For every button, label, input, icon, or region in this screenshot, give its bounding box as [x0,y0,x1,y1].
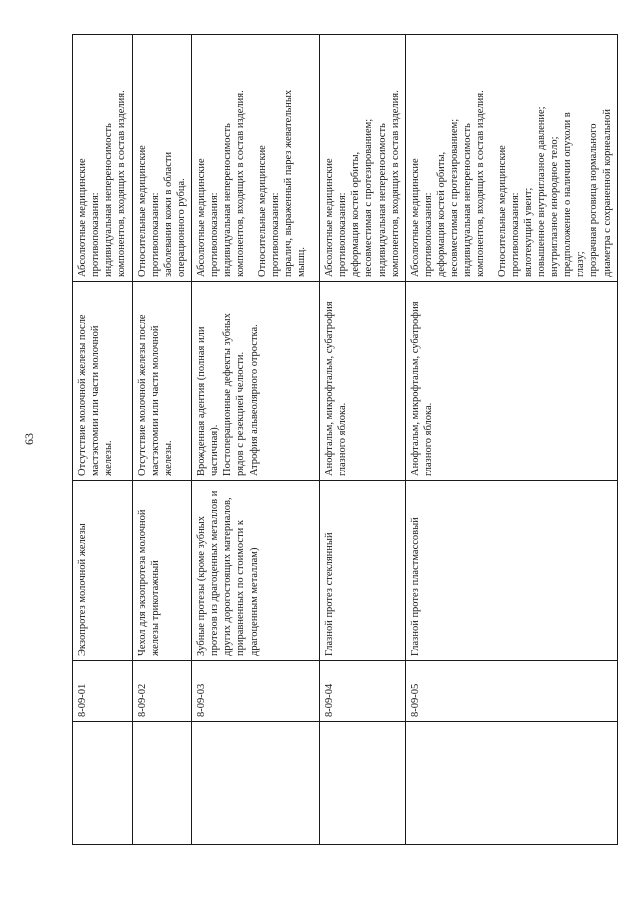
text-line: компонентов, входящих в состав изделия. [116,90,128,277]
row-code: 8-09-05 [405,661,617,722]
text-line: паралич, выраженный парез жевательных [282,89,294,277]
text-line: Анофтальм, микрофтальм, субатрофия [409,301,421,476]
text-line: прозрачная роговица нормального [588,123,600,277]
text-line: вялотекущий увеит; [522,187,534,277]
page-number: 63 [22,433,36,445]
text-line: индивидуальная непереносимость [376,123,388,277]
text-line: несовместимая с протезированием; [363,118,375,277]
text-line: деформация костей орбиты, [350,151,362,277]
product-name: Глазной протез стеклянный [320,481,406,661]
text-line: индивидуальная непереносимость [103,123,115,277]
text-line: компонентов, входящих в состав изделия. [389,90,401,277]
text-line: противопоказания: [269,192,281,277]
contraindications-cell [132,35,192,282]
row-code: 8-09-04 [320,661,406,722]
text-line: Врожденная адентия (полная или [196,326,207,476]
paragraph [496,39,614,277]
text-line: Анофтальм, микрофтальм, субатрофия [324,301,335,476]
text-line: Отсутствие молочной железы после [77,314,88,476]
indications-cell [405,282,617,481]
empty-cell [320,722,406,845]
contraindications-cell [192,35,320,282]
text-line: противопоказания: [422,192,434,277]
text-line: компонентов, входящих в состав изделия. [235,90,247,277]
text-line: противопоказания: [509,192,521,277]
table-row [192,35,320,845]
empty-cell [405,722,617,845]
text-line: повышенное внутриглазное давление; [535,106,547,277]
text-line: заболевания кожи в области [162,151,174,277]
text-line: мастэктомии или части молочной [149,325,161,476]
paragraph [409,39,488,277]
indications-cell [320,282,406,481]
row-code: 8-09-02 [132,661,192,722]
text-line: глазного яблока. [422,402,434,476]
product-name: Экзопротез молочной железы [73,481,133,661]
table-row [132,35,192,845]
product-name: Глазной протез пластмассовый [405,481,617,661]
indications-cell [192,282,320,481]
text-line: Относительные медицинские [496,145,508,277]
text-line: индивидуальная непереносимость [222,123,234,277]
row-code: 8-09-03 [192,661,320,722]
text-line: рядов с резекцией челюсти. [235,351,247,476]
text-line: глазу; [575,251,587,277]
paragraph [256,39,309,277]
product-name: Чехол для экзопротеза молочной железы трикотажный [132,481,192,661]
text-line: противопоказания: [337,192,349,277]
paragraph [323,39,402,277]
indications-cell [73,282,133,481]
text-line: внутриглазное инородное тело; [549,136,560,277]
table-row [73,35,133,845]
text-line: мышц. [295,246,307,277]
text-line: мастэктомии или части молочной [90,325,102,476]
text-line: противопоказания: [90,192,102,277]
paragraph [195,286,261,476]
product-name: Зубные протезы (кроме зубных протезов из драгоценных металлов и других дорогостоящих материалов, приравненных по стоимости к драгоценным металлам) [192,481,320,661]
contraindications-cell [405,35,617,282]
text-line: частичная). [209,424,221,476]
paragraph [136,286,175,476]
paragraph [76,286,115,476]
text-line: деформация костей орбиты, [436,151,447,277]
paragraph [409,286,435,476]
text-line: предположение о наличии опухоли в [562,112,574,277]
paragraph [136,39,189,277]
paragraph [76,39,129,277]
text-line: противопоказания: [149,192,161,277]
text-line: операционного рубца. [175,178,187,277]
text-line: Абсолютные медицинские [77,158,88,277]
text-line: Атрофия альвеолярного отростка. [248,324,260,476]
text-line: индивидуальная непереносимость [462,123,474,277]
text-line: Постоперационные дефекты зубных [222,313,234,476]
text-line: Относительные медицинские [256,145,268,277]
text-line: компонентов, входящих в состав изделия. [475,90,487,277]
text-line: Относительные медицинские [136,145,148,277]
empty-cell [73,722,133,845]
table-row [405,35,617,845]
text-line: Абсолютные медицинские [324,158,335,277]
text-line: Отсутствие молочной железы после [136,314,148,476]
paragraph [195,39,248,277]
row-code: 8-09-01 [73,661,133,722]
text-line: несовместимая с протезированием; [449,118,461,277]
contraindications-table [72,35,613,845]
contraindications-cell [320,35,406,282]
text-line: железы. [162,440,174,476]
table-row [320,35,406,845]
text-line: Абсолютные медицинские [409,158,421,277]
empty-cell [192,722,320,845]
text-line: диаметра с сохраненной корнеальной [601,108,613,277]
text-line: противопоказания: [209,192,221,277]
paragraph [323,286,349,476]
empty-cell [132,722,192,845]
contraindications-cell [73,35,133,282]
text-line: Абсолютные медицинские [196,158,207,277]
text-line: железы. [103,440,115,476]
indications-cell [132,282,192,481]
text-line: глазного яблока. [337,402,349,476]
